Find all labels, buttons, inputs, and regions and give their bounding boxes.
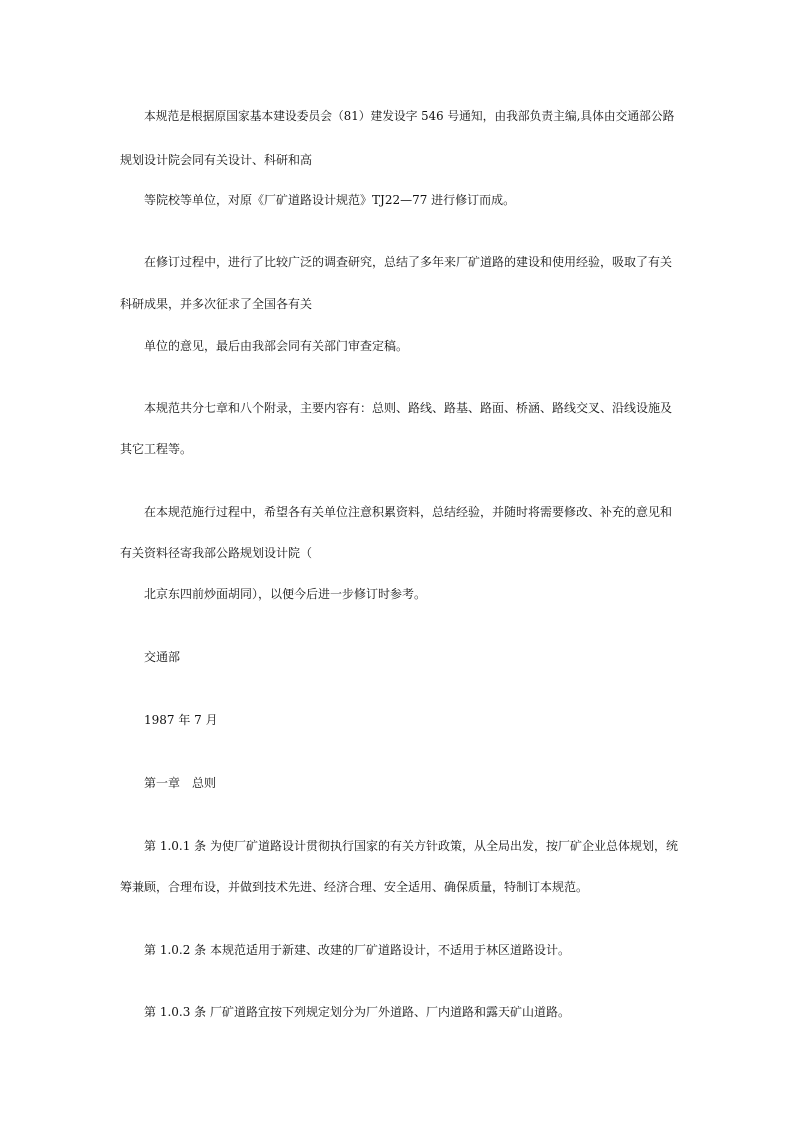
preface-para4-line1: 在本规范施行过程中，希望各有关单位注意积累资料，总结经验，并随时将需要修改、补充的意见和: [144, 505, 673, 519]
preface-para3-line2: 其它工程等。: [120, 442, 193, 456]
article-1-0-3: 第 1.0.3 条 厂矿道路宜按下列规定划分为厂外道路、厂内道路和露天矿山道路。: [144, 1005, 570, 1019]
preface-para1-line1: 本规范是根据原国家基本建设委员会（81）建发设字 546 号通知，由我部负责主编,具体由交通部公路: [144, 109, 675, 123]
preface-para3-line1: 本规范共分七章和八个附录，主要内容有：总则、路线、路基、路面、桥涵、路线交叉、沿线设施及: [144, 401, 673, 415]
preface-para1-line3: 等院校等单位，对原《厂矿道路设计规范》TJ22—77 进行修订而成。: [144, 193, 516, 207]
preface-para2-line3: 单位的意见，最后由我部会同有关部门审查定稿。: [144, 339, 409, 353]
article-1-0-1-line2: 筹兼顾，合理布设，并做到技术先进、经济合理、安全适用、确保质量，特制订本规范。: [120, 880, 589, 894]
issuer: 交通部: [144, 650, 181, 664]
issue-date: 1987 年 7 月: [144, 713, 218, 727]
preface-para2-line1: 在修订过程中，进行了比较广泛的调查研究，总结了多年来厂矿道路的建设和使用经验，吸取了有关: [144, 255, 673, 269]
article-1-0-1-line1: 第 1.0.1 条 为使厂矿道路设计贯彻执行国家的有关方针政策，从全局出发，按厂矿企业总体规划，统: [144, 839, 678, 853]
article-1-0-2: 第 1.0.2 条 本规范适用于新建、改建的厂矿道路设计，不适用于林区道路设计。: [144, 943, 570, 957]
chapter-heading: 第一章 总则: [144, 776, 217, 790]
preface-para1-line2: 规划设计院会同有关设计、科研和高: [120, 153, 313, 167]
preface-para4-line2: 有关资料径寄我部公路规划设计院（: [120, 546, 313, 560]
preface-para2-line2: 科研成果，并多次征求了全国各有关: [120, 297, 313, 311]
preface-para4-line3: 北京东四前炒面胡同），以便今后进一步修订时参考。: [144, 587, 427, 601]
